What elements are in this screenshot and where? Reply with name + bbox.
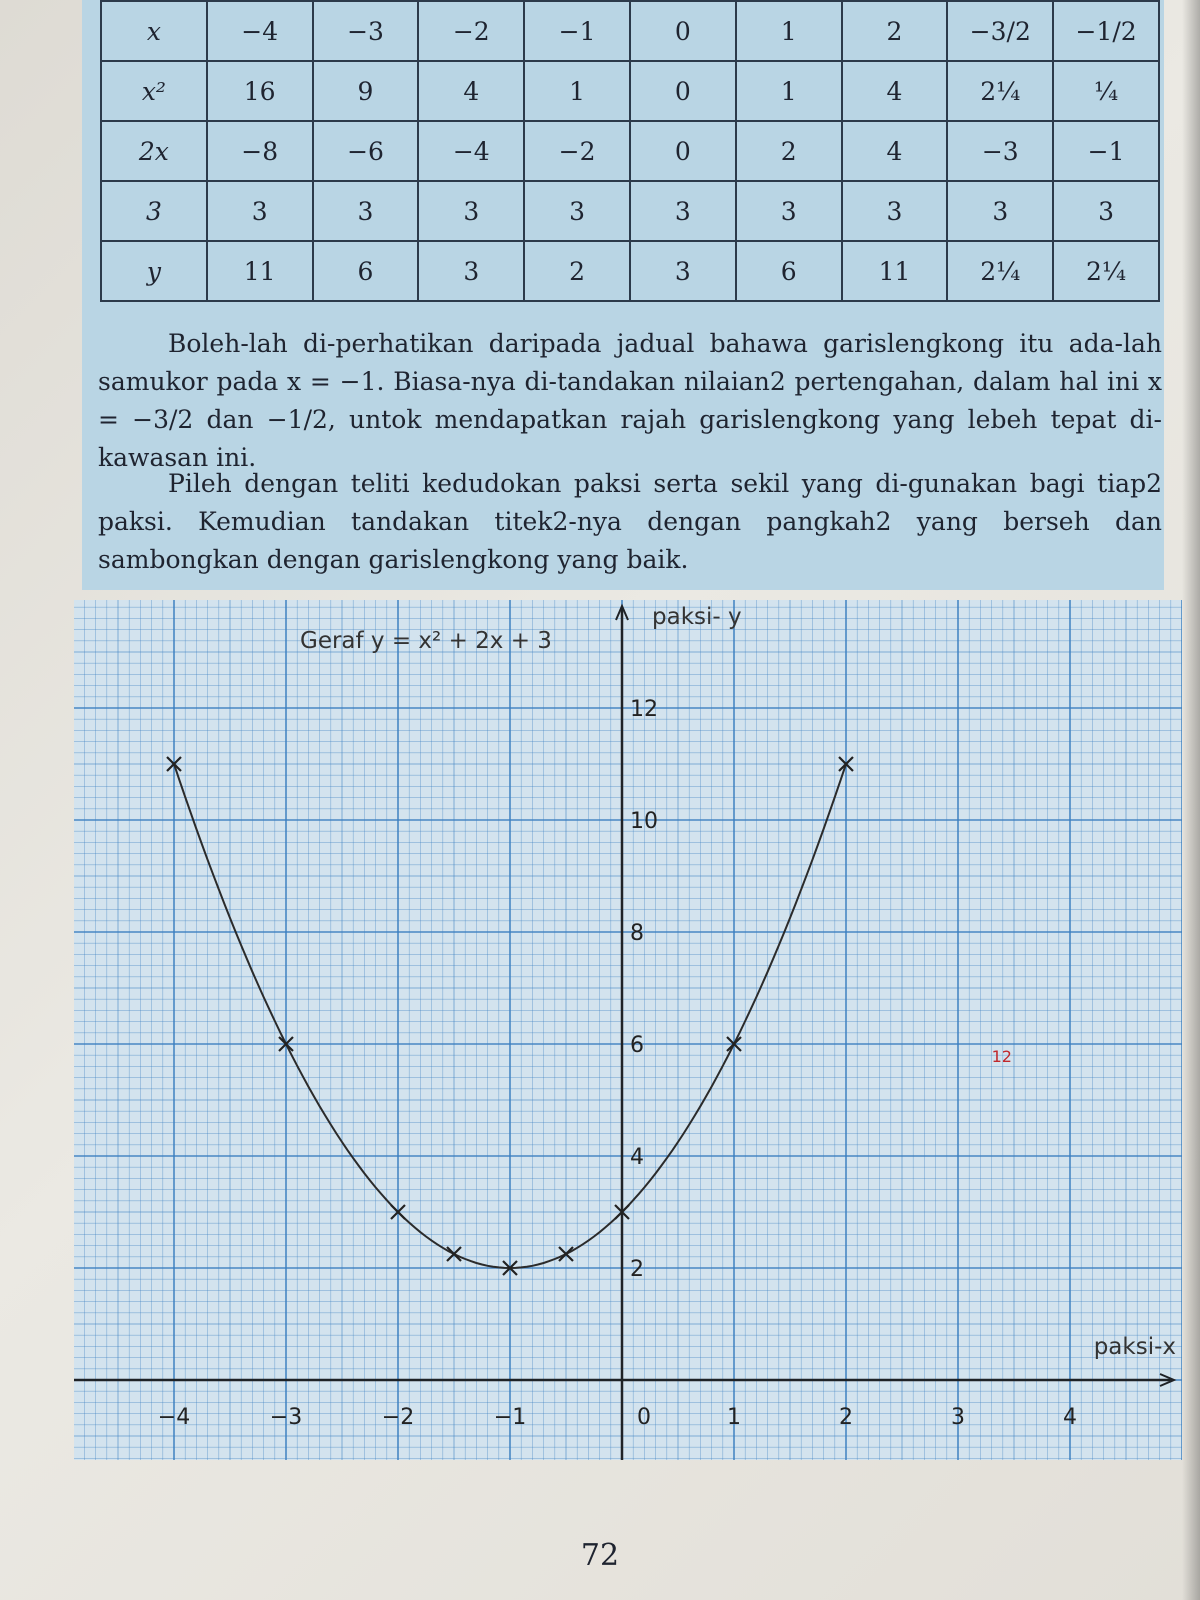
y-tick-label: 2 [630,1257,644,1282]
table-cell: 3 [207,181,313,241]
table-cell: 3 [947,181,1053,241]
table-cell: 2¼ [947,61,1053,121]
red-annotation: 12 [991,1047,1012,1066]
table-cell: 1 [524,61,630,121]
row-label: 3 [101,181,207,241]
table-cell: ¼ [1053,61,1159,121]
table-cell: 4 [418,61,524,121]
y-axis-label: paksi- y [652,604,742,630]
table-cell: 11 [842,241,948,301]
x-tick-label: −4 [157,1405,191,1430]
x-tick-label: 3 [951,1405,965,1430]
page-edge-shadow [1182,0,1200,1600]
table-cell: −3 [947,121,1053,181]
x-tick-label: −3 [269,1405,303,1430]
x-tick-label: −2 [381,1405,415,1430]
values-table [100,0,1160,302]
table-cell: 0 [630,1,736,61]
graph [74,600,1182,1460]
y-tick-label: 6 [630,1033,644,1058]
table-cell: 3 [630,241,736,301]
table-cell: 2 [524,241,630,301]
table-cell: −3/2 [947,1,1053,61]
table-cell: 3 [418,241,524,301]
row-label: x [101,1,207,61]
table-cell: 1 [736,1,842,61]
table-cell: 11 [207,241,313,301]
table-cell: −1 [1053,121,1159,181]
x-tick-label: 1 [727,1405,741,1430]
table-cell: 2 [736,121,842,181]
row-label: x² [101,61,207,121]
graph-title: Geraf y = x² + 2x + 3 [300,628,552,654]
row-label: 2x [101,121,207,181]
x-tick-label: 2 [839,1405,853,1430]
table-row [101,241,1159,301]
table-cell: 3 [736,181,842,241]
x-tick-label: −1 [493,1405,527,1430]
table-cell: −1 [524,1,630,61]
paragraph-2: Pileh dengan teliti kedudokan paksi serta sekil yang di-gunakan bagi tiap2 paksi. Kemudian tandakan titek2-nya dengan pangkah2 yang berseh dan sambongkan dengan garislengkong yang baik. [98,469,1162,574]
table-cell: 6 [736,241,842,301]
table-cell: 0 [630,121,736,181]
table-cell: 9 [313,61,419,121]
table-cell: 3 [418,181,524,241]
page-number: 72 [580,1538,620,1573]
table-cell: −8 [207,121,313,181]
graph-svg [74,600,1182,1460]
y-tick-label: 8 [630,921,644,946]
table-cell: −4 [418,121,524,181]
table-row [101,1,1159,61]
table-cell: −3 [313,1,419,61]
table-cell: 3 [842,181,948,241]
table-cell: 3 [630,181,736,241]
table-cell: 4 [842,121,948,181]
table-cell: 3 [524,181,630,241]
table-cell: −6 [313,121,419,181]
table-cell: 4 [842,61,948,121]
table-row [101,181,1159,241]
row-label: y [101,241,207,301]
paragraph-1: Boleh-lah di-perhatikan daripada jadual bahawa garislengkong itu ada-lah samukor pada x = −1. Biasa-nya di-tandakan nilaian2 pertengahan, dalam hal ini x = −3/2 dan −1/2, untok mendapatkan rajah garislengkong yang lebeh tepat di-kawasan ini. [98,329,1162,472]
graph-paper [74,600,1182,1460]
table-cell: 6 [313,241,419,301]
table-cell: 2 [842,1,948,61]
table-cell: 2¼ [947,241,1053,301]
table-cell: 3 [313,181,419,241]
y-tick-label: 12 [630,697,658,722]
table-row [101,61,1159,121]
x-tick-label: 0 [637,1405,651,1430]
table-cell: 0 [630,61,736,121]
table-cell: −2 [418,1,524,61]
x-tick-label: 4 [1063,1405,1077,1430]
table-cell: −1/2 [1053,1,1159,61]
y-tick-label: 4 [630,1145,644,1170]
table-cell: −4 [207,1,313,61]
table-cell: 2¼ [1053,241,1159,301]
table-cell: −2 [524,121,630,181]
table-cell: 3 [1053,181,1159,241]
y-tick-label: 10 [630,809,658,834]
table-cell: 16 [207,61,313,121]
table-row [101,121,1159,181]
table-cell: 1 [736,61,842,121]
x-axis-label: paksi-x [1093,1334,1176,1360]
